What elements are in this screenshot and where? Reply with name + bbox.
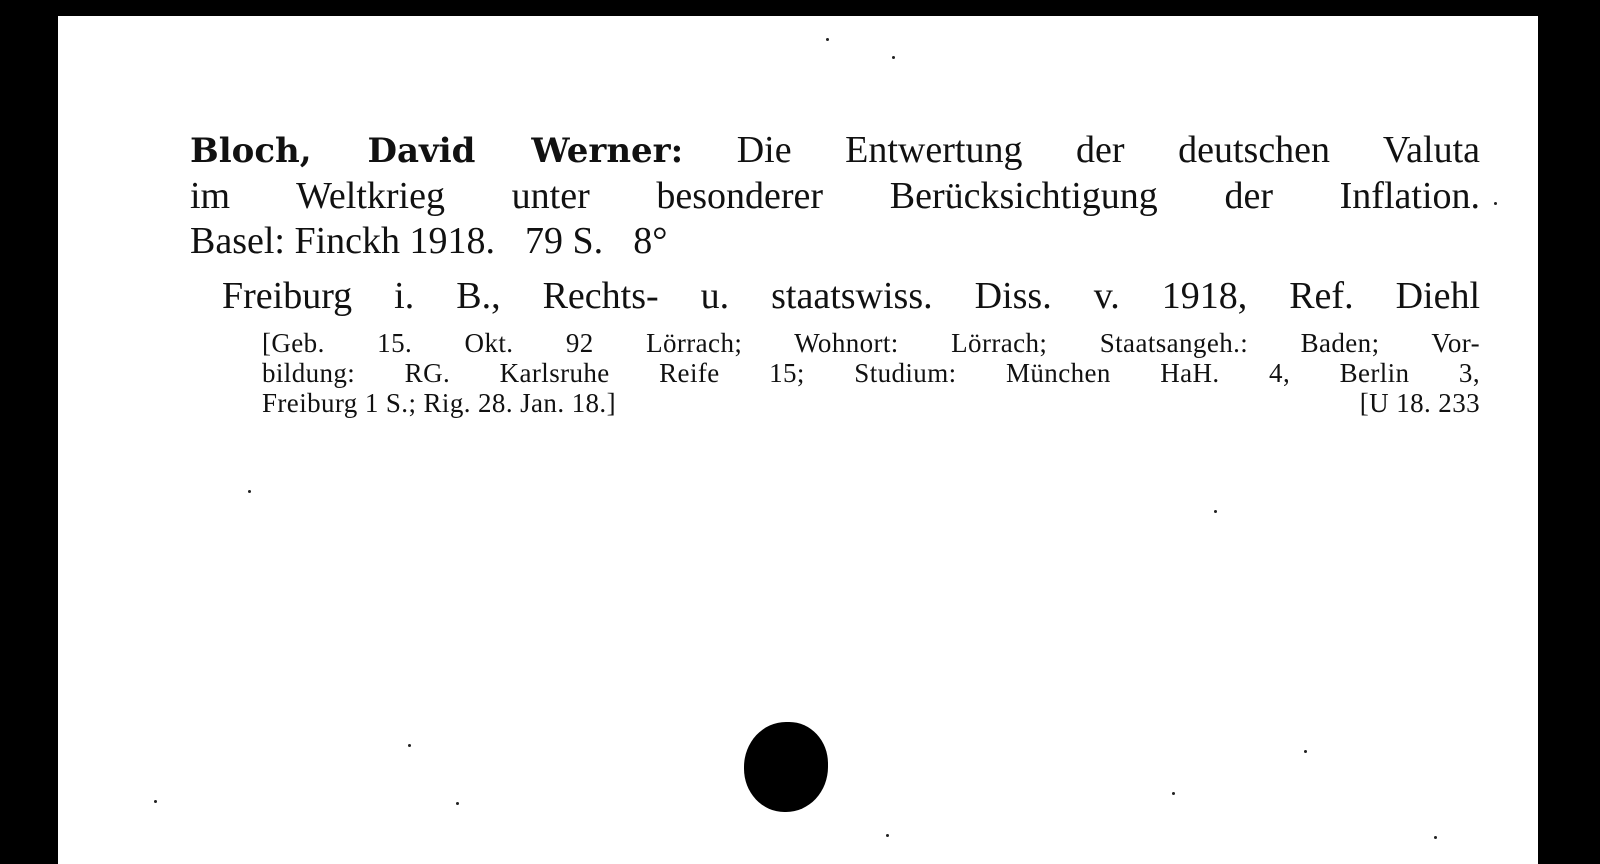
dust-speck [408, 744, 411, 747]
catalog-card [58, 16, 1538, 864]
dust-speck [1304, 750, 1307, 753]
vita-line-1: [Geb. 15. Okt. 92 Lörrach; Wohnort: Lörrach; Staatsangeh.: Baden; Vor- [262, 328, 1480, 358]
dust-speck [886, 834, 889, 837]
dust-speck [154, 800, 157, 803]
title-block [190, 128, 1480, 264]
shelfmark: [U 18. 233 [1359, 388, 1480, 418]
imprint-place-publisher: Basel: Finckh 1918. [190, 220, 496, 262]
author-name: Bloch, David Werner: [190, 131, 684, 171]
dust-speck [1172, 792, 1175, 795]
bibliographic-entry [190, 128, 1480, 418]
dust-speck [1434, 836, 1437, 839]
dust-speck [456, 802, 459, 805]
vita-block [262, 328, 1480, 418]
title-text-1: Die Entwertung der deutschen Valuta [736, 129, 1481, 171]
dust-speck [1214, 510, 1217, 513]
dust-speck [892, 56, 895, 59]
imprint-pages: 79 S. [525, 220, 604, 262]
punch-hole [744, 722, 828, 812]
dust-speck [1494, 202, 1497, 205]
dust-speck [826, 38, 829, 41]
title-line-2: im Weltkrieg unter besonderer Berücksichtigung der Inflation. [190, 175, 1480, 217]
title-line-1 [190, 128, 1481, 174]
dissertation-note: Freiburg i. B., Rechts- u. staatswiss. Diss. v. 1918, Ref. Diehl [222, 275, 1480, 317]
vita-line-3-text: Freiburg 1 S.; Rig. 28. Jan. 18.] [262, 388, 616, 418]
vita-line-3 [262, 388, 1480, 418]
vita-line-2: bildung: RG. Karlsruhe Reife 15; Studium: München HaH. 4, Berlin 3, [262, 358, 1480, 388]
imprint-format: 8° [633, 220, 668, 262]
imprint-line [190, 219, 1480, 264]
dust-speck [248, 490, 251, 493]
